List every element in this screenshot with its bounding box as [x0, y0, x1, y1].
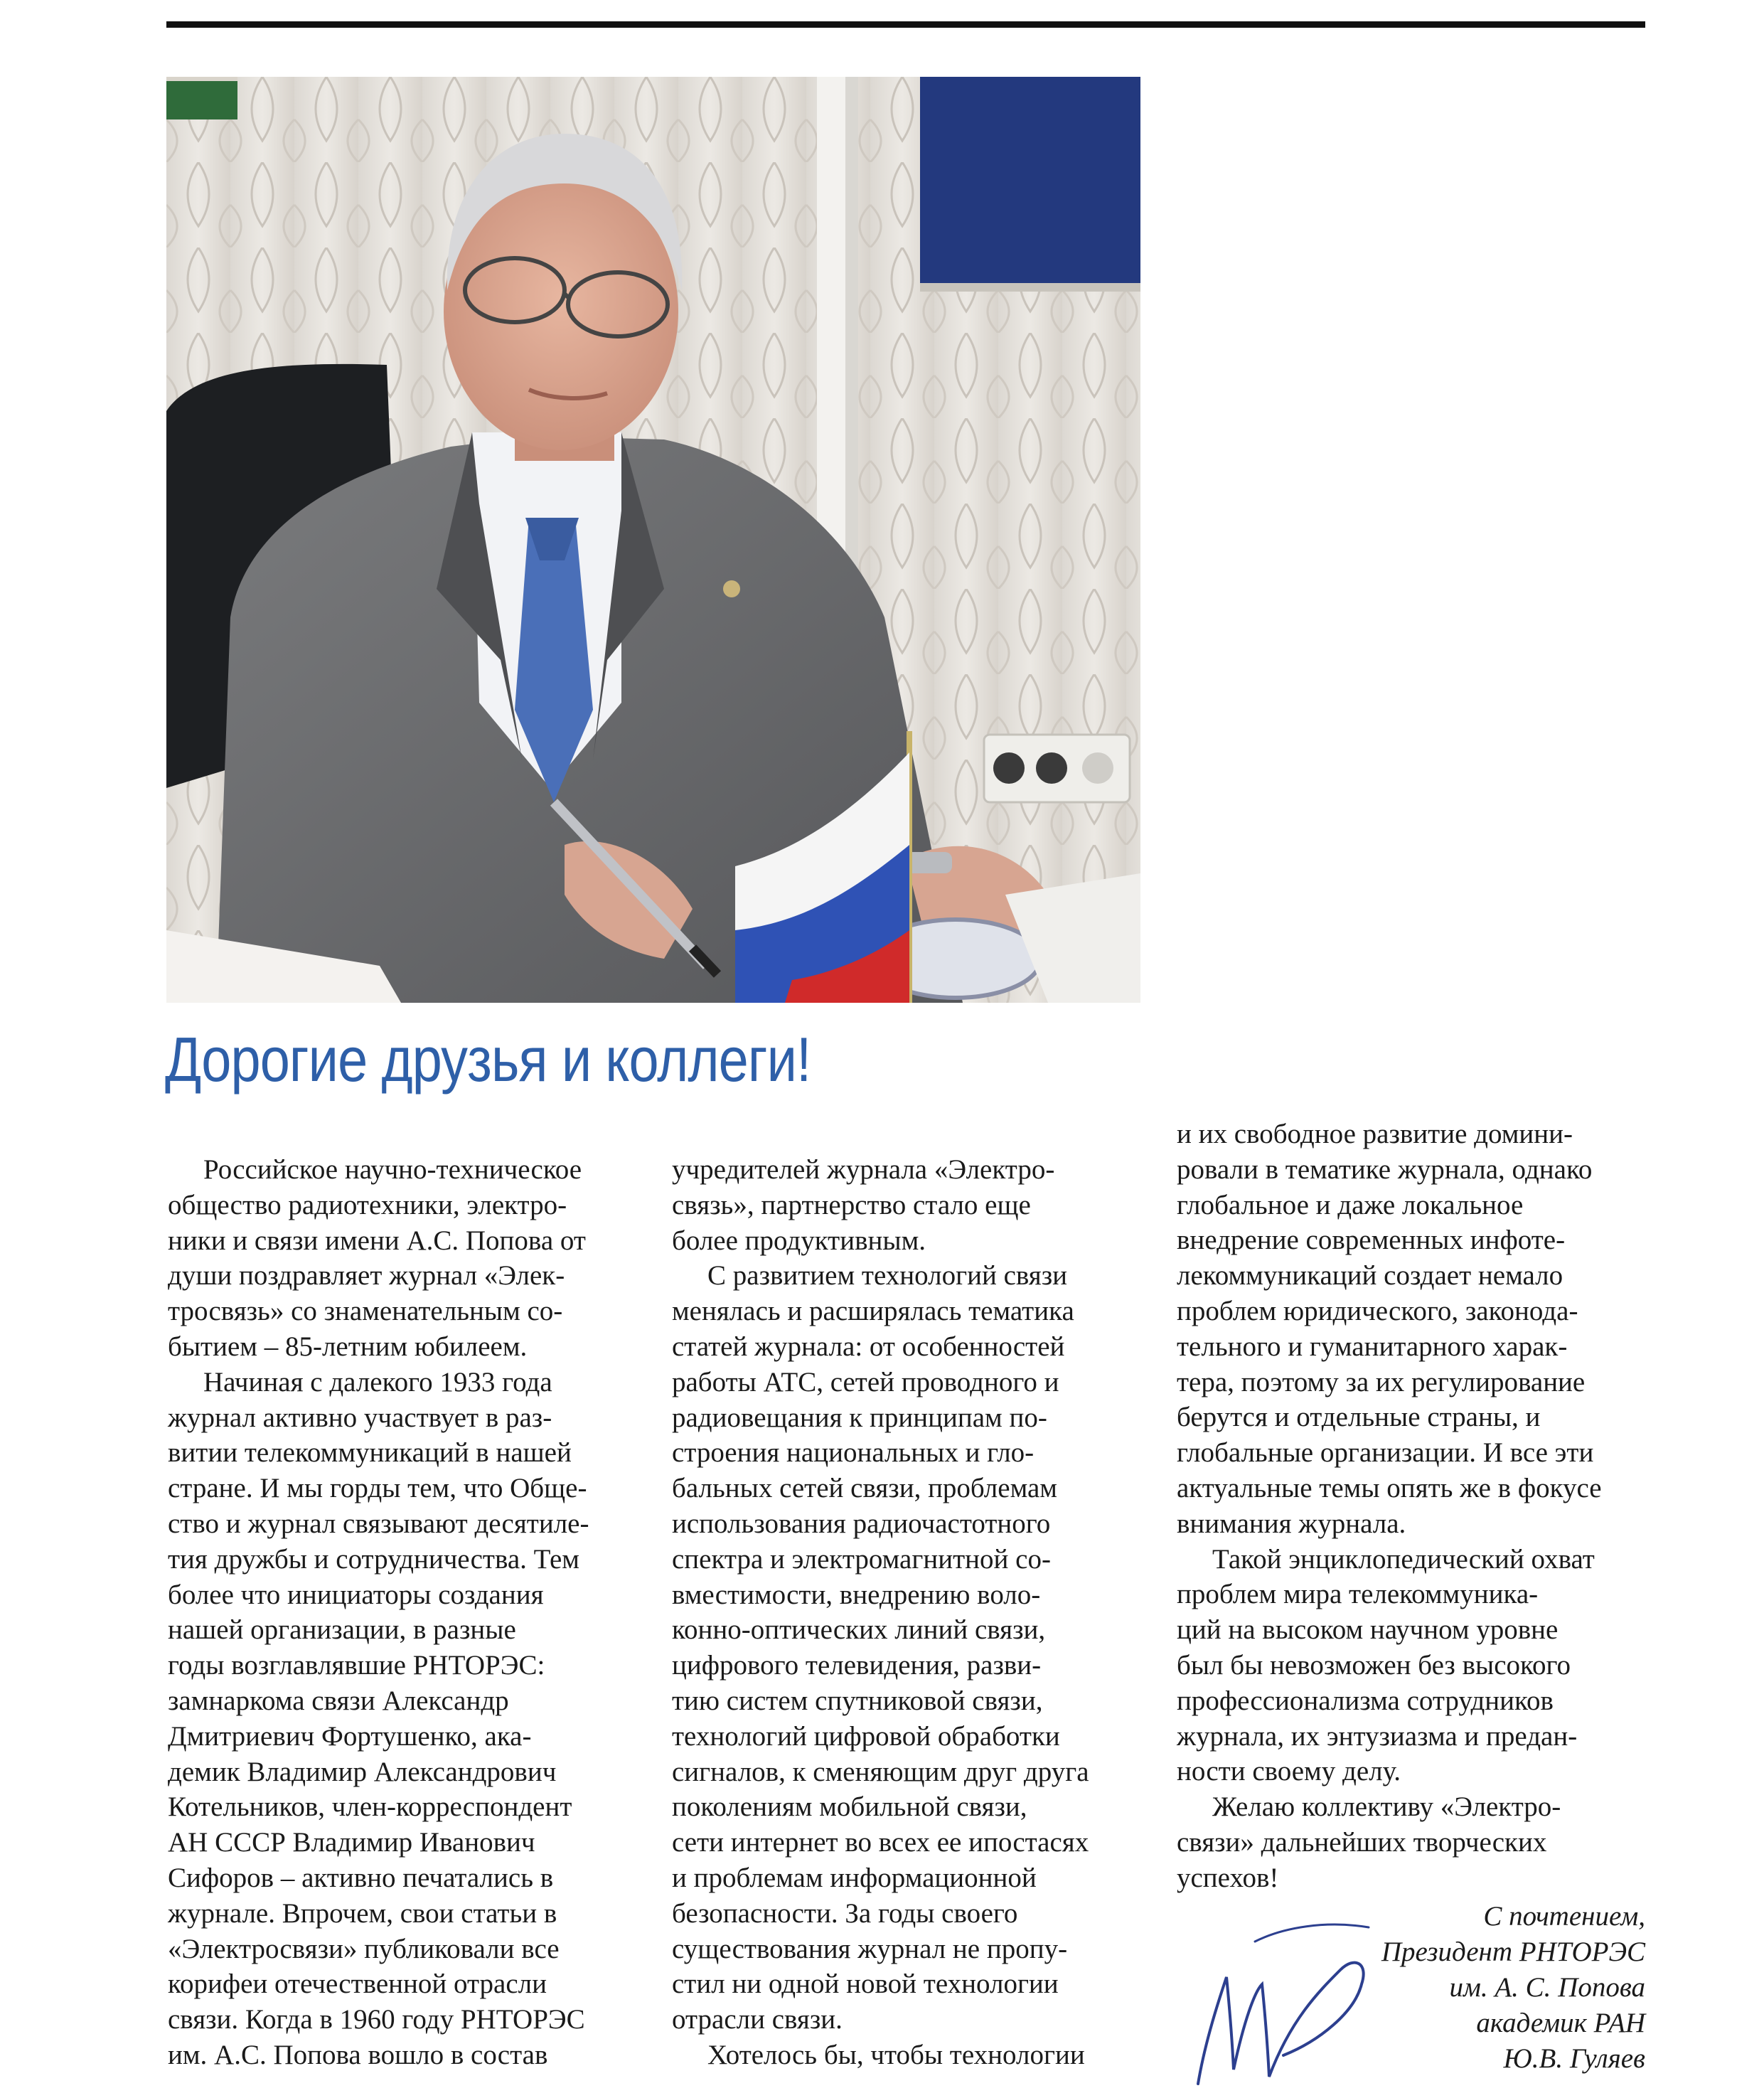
- text-line: витии телекоммуникаций в нашей: [168, 1437, 572, 1469]
- text-line: и проблемам информационной: [672, 1862, 1037, 1893]
- text-line: отрасли связи.: [672, 2004, 843, 2035]
- signer-rank: академик РАН: [1476, 2008, 1645, 2038]
- text-line: тия дружбы и сотрудничества. Тем: [168, 1543, 579, 1575]
- text-line: демик Владимир Александрович: [168, 1756, 557, 1787]
- text-line: профессионализма сотрудников: [1177, 1685, 1554, 1716]
- text-line: и их свободное развитие домини-: [1177, 1119, 1573, 1149]
- text-line: ности своему делу.: [1177, 1756, 1401, 1787]
- text-line: ций на высоком научном уровне: [1177, 1614, 1559, 1646]
- text-line: более что инициаторы создания: [168, 1579, 544, 1610]
- text-line: сигналов, к сменяющим друг друга: [672, 1756, 1089, 1787]
- text-line: журнала, их энтузиазма и предан-: [1177, 1720, 1578, 1752]
- text-line: Сифоров – активно печатались в: [168, 1862, 554, 1893]
- text-line: связи» дальнейших творческих: [1177, 1826, 1547, 1858]
- text-line: существования журнал не пропу-: [672, 1933, 1068, 1964]
- paragraph: [1177, 1542, 1660, 1790]
- text-line: журнале. Впрочем, свои статьи в: [168, 1897, 557, 1929]
- text-line: глобальное и даже локальное: [1177, 1189, 1524, 1220]
- text-line: тию систем спутниковой связи,: [672, 1685, 1043, 1716]
- text-line: цифрового телевидения, разви-: [672, 1650, 1042, 1681]
- top-rule: [166, 21, 1645, 28]
- text-line: ство и журнал связывают десятиле-: [168, 1508, 589, 1539]
- text-line: радиовещания к принципам по-: [672, 1402, 1047, 1433]
- paragraph: [168, 1365, 651, 2073]
- text-line: тросвязь» со знаменательным со-: [168, 1296, 563, 1327]
- paragraph: [672, 1152, 1155, 1258]
- text-line: годы возглавлявшие РНТОРЭС:: [168, 1650, 545, 1681]
- text-line: глобальные организации. И все эти: [1177, 1437, 1594, 1469]
- text-line: внимания журнала.: [1177, 1508, 1406, 1539]
- text-line: строения национальных и гло-: [672, 1437, 1035, 1469]
- text-line: ровали в тематике журнала, однако: [1177, 1154, 1593, 1185]
- portrait-photo: [166, 77, 1140, 1003]
- paragraph: [672, 1258, 1155, 2038]
- closing: С почтением,: [1483, 1901, 1645, 1932]
- text-line: менялась и расширялась тематика: [672, 1296, 1074, 1327]
- text-line: сети интернет во всех ее ипостасях: [672, 1827, 1089, 1858]
- text-line: берутся и отдельные страны, и: [1177, 1402, 1541, 1433]
- text-line: нашей организации, в разные: [168, 1614, 516, 1646]
- text-line: Котельников, член-корреспондент: [168, 1791, 572, 1823]
- text-line: души поздравляет журнал «Элек-: [168, 1260, 565, 1292]
- text-line: работы АТС, сетей проводного и: [672, 1366, 1059, 1397]
- text-line: бальных сетей связи, проблемам: [672, 1473, 1057, 1504]
- text-line: стил ни одной новой технологии: [672, 1969, 1059, 2000]
- text-line: более продуктивным.: [672, 1225, 926, 1256]
- text-line: общество радиотехники, электро-: [168, 1189, 567, 1220]
- text-line: тера, поэтому за их регулирование: [1177, 1366, 1586, 1397]
- text-line: АН СССР Владимир Иванович: [168, 1827, 535, 1858]
- text-line: «Электросвязи» публиковали все: [168, 1933, 560, 1964]
- text-line: внедрение современных инфоте-: [1177, 1225, 1566, 1256]
- page-title: Дорогие друзья и коллеги!: [165, 1024, 811, 1095]
- text-line: корифеи отечественной отрасли: [168, 1969, 547, 2000]
- text-line: безопасности. За годы своего: [672, 1897, 1018, 1929]
- text-line: замнаркома связи Александр: [168, 1685, 509, 1716]
- text-line: успехов!: [1177, 1862, 1279, 1893]
- text-line: стране. И мы горды тем, что Обще-: [168, 1473, 587, 1504]
- text-line: Желаю коллективу «Электро-: [1212, 1791, 1561, 1823]
- paragraph: [168, 1152, 651, 1365]
- paragraph: [1177, 1117, 1660, 1542]
- text-line: поколениям мобильной связи,: [672, 1791, 1027, 1823]
- text-line: проблем мира телекоммуника-: [1177, 1579, 1539, 1610]
- text-line: учредителей журнала «Электро-: [672, 1154, 1055, 1185]
- text-column-3: [1177, 1117, 1660, 1896]
- portrait-photo-illustration: [166, 77, 1140, 1003]
- paragraph: [672, 2038, 1155, 2073]
- text-line: спектра и электромагнитной со-: [672, 1543, 1051, 1575]
- text-line: журнал активно участвует в раз-: [168, 1402, 552, 1433]
- text-line: Начиная с далекого 1933 года: [203, 1366, 552, 1397]
- text-line: лекоммуникаций создает немало: [1177, 1260, 1563, 1292]
- signature-block: [1148, 1899, 1645, 2077]
- text-line: актуальные темы опять же в фокусе: [1177, 1472, 1602, 1503]
- text-line: использования радиочастотного: [672, 1508, 1051, 1539]
- text-line: Российское научно-техническое: [203, 1154, 582, 1185]
- text-line: С развитием технологий связи: [707, 1260, 1067, 1292]
- text-line: связи. Когда в 1960 году РНТОРЭС: [168, 2004, 585, 2035]
- text-column-2: [672, 1152, 1155, 2073]
- text-line: Дмитриевич Фортушенко, ака-: [168, 1720, 532, 1752]
- text-line: тельного и гуманитарного харак-: [1177, 1331, 1568, 1362]
- text-line: вместимости, внедрению воло-: [672, 1579, 1041, 1610]
- paragraph: [1177, 1789, 1660, 1895]
- text-line: Такой энциклопедический охват: [1212, 1543, 1595, 1575]
- text-line: технологий цифровой обработки: [672, 1720, 1060, 1752]
- text-line: проблем юридического, законода-: [1177, 1295, 1578, 1326]
- text-column-1: [168, 1152, 651, 2073]
- text-line: ники и связи имени А.С. Попова от: [168, 1225, 586, 1256]
- text-line: им. А.С. Попова вошло в состав: [168, 2039, 548, 2070]
- text-line: статей журнала: от особенностей: [672, 1331, 1065, 1362]
- text-line: был бы невозможен без высокого: [1177, 1649, 1571, 1681]
- signer-org: им. А. С. Попова: [1449, 1972, 1645, 2003]
- text-line: конно-оптических линий связи,: [672, 1614, 1046, 1646]
- text-line: связь», партнерство стало еще: [672, 1189, 1031, 1220]
- text-line: бытием – 85-летним юбилеем.: [168, 1331, 528, 1362]
- signer-title: Президент РНТОРЭС: [1381, 1937, 1645, 1967]
- text-line: Хотелось бы, чтобы технологии: [707, 2039, 1085, 2070]
- signer-name: Ю.В. Гуляев: [1503, 2043, 1645, 2074]
